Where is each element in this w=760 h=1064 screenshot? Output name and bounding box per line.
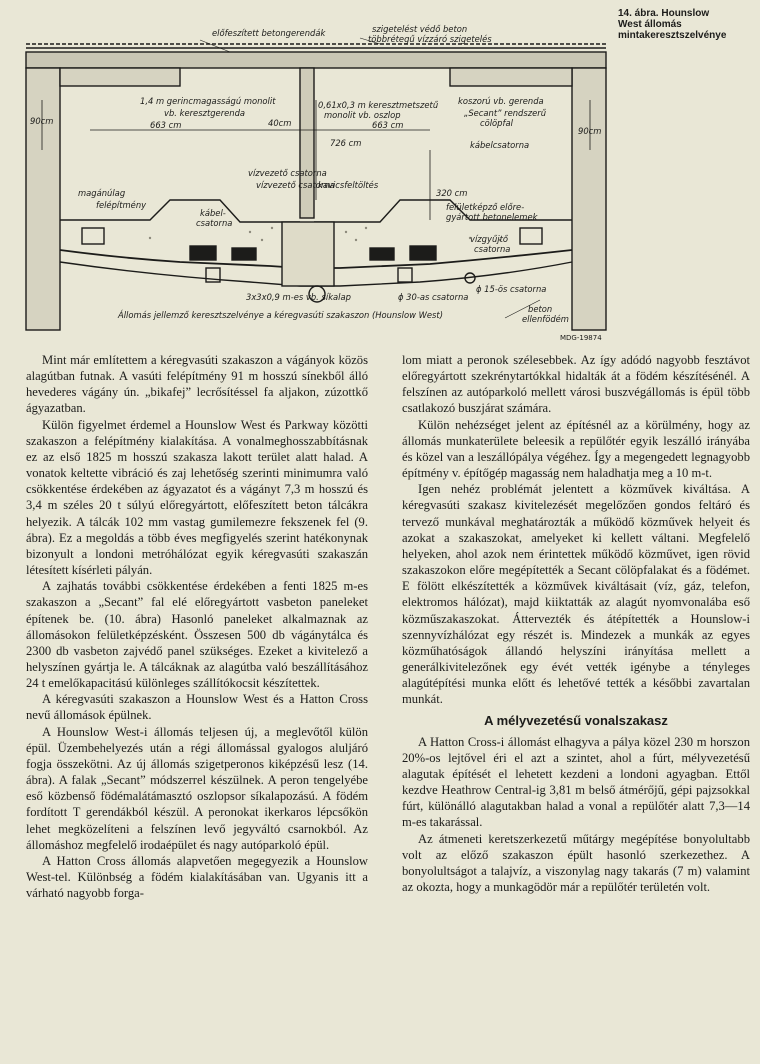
cross-section-drawing [0, 0, 760, 348]
central-column [300, 68, 314, 218]
label-sill: 3x3x0,9 m-es vb. síkalap [246, 292, 351, 302]
label-precast-2: gyártott betonelemek [446, 212, 538, 222]
label-channel-30: ϕ 30-as csatorna [398, 292, 469, 302]
label-beam: előfeszített betongerendák [212, 28, 326, 38]
label-gravel: kavicsfeltöltés [318, 180, 379, 190]
label-water-channel-2: vízvezető csatorna [256, 180, 335, 190]
paragraph: lom miatt a peronok szélesebbek. Az így adódó nagyobb fesztávot előregyártott szekrénytartókkal hidalták át a födém készítésénél. A felszínen az autóparkoló mellett városi buszvégállomás is épül több csatlakozó buszjárat számára. [402, 353, 750, 416]
label-drain-2: csatorna [474, 244, 511, 254]
paragraph: A Hatton Cross állomás alapvetően megegyezik a Hounslow West-tel. Különbség a födém kialakításában van. Ugyanis itt a várható nagyobb forga- [26, 853, 368, 901]
figure-caption [618, 8, 752, 41]
paragraph: A kéregvasúti szakaszon a Hounslow West és a Hatton Cross nevű állomások épülnek. [26, 692, 368, 723]
figure-ref: MDG-19874 [560, 334, 602, 342]
label-cable-left-2: csatorna [196, 218, 233, 228]
label-col-monolit: monolit vb. oszlop [324, 110, 401, 120]
left-text-column [26, 352, 368, 901]
paragraph: Külön figyelmet érdemel a Hounslow West és Parkway közötti szakaszon a felépítmény kialakítása. A vonalmeghosszabbításnak ez az első 1825 m hosszú szakasza lakott terület alatt halad. A vonatok keltette vibráció és zaj lehetőség szerinti minimumra való csökkentése érdekében az ágyazatot és a vágányt 7,3 m hosszú és 3,4 m széles 20 t súlyú előregyártott, előfeszített beton tálcákra helyezik. A tálcák 102 mm vastag gumilemezre fekszenek fel (9. ábra). Ez a megoldás a több éves megfigyelés szerint hatékonynak bizonyult a londoni metróhálózat egyik kéregvasúti szakaszán létesített kísérleti pályán. [26, 417, 368, 578]
label-channel-15: ϕ 15-ös csatorna [476, 284, 547, 294]
paragraph: Külön nehézséget jelent az építésnél az a körülmény, hogy az állomás munkaterülete beleesik a repülőtér egyik leszálló irányába és közel van a leszállópálya végéhez. Így a megengedett legnagyobb építmény v. építőgép magasság nem haladhatja meg a 10 m-t. [402, 417, 750, 481]
label-90-left: 90cm [30, 116, 54, 126]
figure-caption-line-3: mintakeresztszelvénye [618, 30, 727, 41]
section-heading: A mélyvezetésű vonalszakasz [484, 713, 668, 729]
label-ring-beam: koszorú vb. gerenda [458, 96, 544, 106]
label-multilayer: többrétegű vízzáró szigetelés [368, 34, 492, 44]
label-col-section: 0,61x0,3 m keresztmetszetű [318, 100, 439, 110]
label-water-channel: vízvezető csatorna [248, 168, 327, 178]
label-40cm: 40cm [268, 118, 292, 128]
figure-caption-line-1: 14. ábra. Hounslow [618, 8, 710, 19]
label-pile-wall: cölöpfal [480, 118, 513, 128]
label-320: 320 cm [436, 188, 468, 198]
label-cable-right: kábelcsatorna [470, 140, 530, 150]
figure-caption-line-2: West állomás [618, 19, 682, 30]
label-663-right: 663 cm [372, 120, 404, 130]
label-cross-beam: vb. keresztgerenda [164, 108, 246, 118]
paragraph: Az átmeneti keretszerkezetű műtárgy megépítése bonyolultabb volt az előző szakaszon épült hasonló szerkezethez. A bonyolultságot a talajvíz, a viszonylag nagy takarás (7 m) valamint az okozta, hogy a munkagödör már a repülőtér területén volt. [402, 831, 750, 894]
label-drain: vízgyűjtő [470, 234, 508, 244]
label-90-right: 90cm [578, 126, 602, 136]
paragraph: A zajhatás további csökkentése érdekében a fenti 1825 m-es szakaszon a „Secant” fal elé előregyártott vasbeton paneleket építenek be. (10. ábra) Hasonló paneleket alkalmaznak az állomásokon felületképzésként. Összesen 500 db vágánytálca és 2300 db vasbeton zajvédő panel szükséges. Ezeket a kivitelező a helyszínen gyártja le. A tálcáknak az alagútba való beszállításához 24 t emelőkapacitású különleges szállítókocsit készítettek. [26, 579, 368, 691]
paragraph: Igen nehéz problémát jelentett a közművek kiváltása. A kéregvasúti szakasz kivitelezését megelőzően gondos feltáró és tervező munkával meghatározták a működő közművek helyeit és azokat a szakaszokat, amelyeket ki kellett váltani. Megfelelő helyeken, ahol azok nem érintettek működő közművet, igen rövid szakaszokon előre megépítették a Secant cölöpfalakat és a födémet. E fölött elkészítették a közművek kiváltásait (víz, gáz, telefon, elektromos hálózat), majd kiiktatták az alagút nyomvonalába eső közműszakaszokat. Áttervezték és átépítették a Hounslow-i szennyvízhálózat egy részét is. Mindezek a munkák az egyes közműhatóságok állandó helyszíni irányítása mellett a generálkivitelezőnek egy évét vették igénybe a tényleges alagútépítési munka előtt és lehetővé tették a későbbi zavartalan munkát. [402, 482, 750, 707]
label-663-left: 663 cm [150, 120, 182, 130]
label-cable-left: kábel- [200, 208, 226, 218]
paragraph: A Hounslow West-i állomás teljesen új, a meglevőtől külön épül. Üzembehelyezés után a régi állomással gyalogos aluljáró fogja összekötni. Az új állomás szigetperonos kiképzésű lesz (14. ábra). A falak „Secant” módszerrel készülnek. A peron tengelyébe eső közbenső födémalátámasztó oszlopsor síkalapozású. A födém fordított T gerendákból készül. A peronokat ikerkaros lépcsőkön lehet megközelíteni a felszínen levő jegyváltó csarnokból. Az állomáshoz megfelelő irodaépület és nagy autóparkoló épül. [26, 724, 368, 852]
label-girder: 1,4 m gerincmagasságú monolit [140, 96, 276, 106]
right-secant-wall [572, 68, 606, 330]
column-footing [282, 222, 334, 286]
label-concrete-floor-2: ellenfödém [522, 314, 569, 324]
label-precast: felületképző előre- [446, 202, 525, 212]
label-secant: „Secant” rendszerű [464, 108, 547, 118]
paragraph: A Hatton Cross-i állomást elhagyva a pálya közel 230 m horszon 20%-os lejtővel éri el azt a szintet, ahol a fúrt, mélyvezetésű alagutak építését el lehetett kezdeni a londoni agyagban. Ettől kezdve Heathrow Central-ig 3,81 m belső átmérőjű, gépi pajzsokkal fúrt, különálló alagutakban halad a vonal a repülőtér alatt 7,3—14 m-es takarással. [402, 734, 750, 830]
figure-bottom-caption: Állomás jellemző keresztszelvénye a kéregvasúti szakaszon (Hounslow West) [118, 310, 443, 320]
label-private: magánúlag [78, 188, 126, 198]
label-private-2: felépítmény [96, 200, 147, 210]
paragraph: Mint már említettem a kéregvasúti szakaszon a vágányok közös alagútban futnak. A vasúti felépítmény 91 m hosszú sínekből álló hevederes vágány ún. „bikafej” lecrősítéssel fa aljakon, zúzottkő ágyazatban. [26, 353, 368, 416]
label-insulation: szigetelést védő beton [372, 24, 468, 34]
label-concrete-floor: beton [528, 304, 553, 314]
right-text-column [402, 352, 750, 895]
roof-slab [26, 52, 606, 68]
label-726: 726 cm [330, 138, 362, 148]
left-secant-wall [26, 68, 60, 330]
station-cross-section-figure [0, 0, 760, 348]
